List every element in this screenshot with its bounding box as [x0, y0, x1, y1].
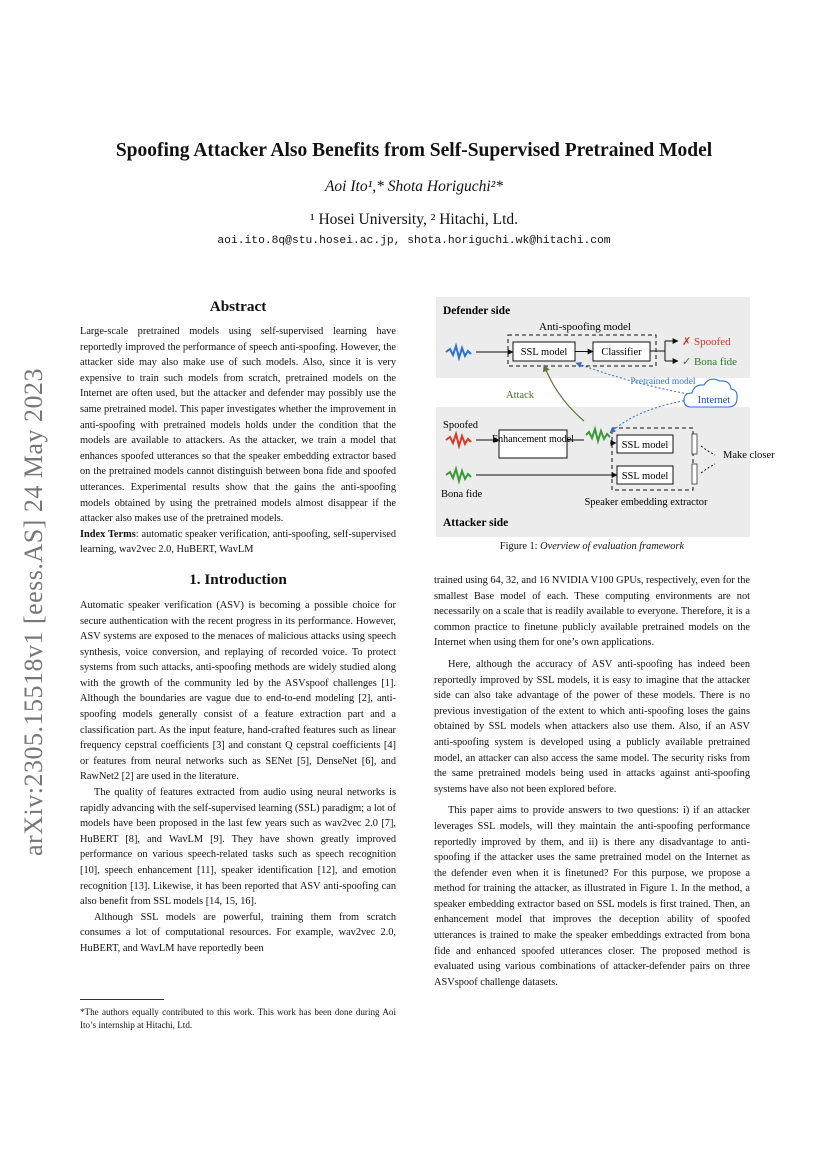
intro-paragraph-3: Although SSL models are powerful, training them from scratch consumes a lot of computational resources. For example, wav2vec 2.0, HuBERT, and WavLM have reportedly been — [80, 911, 396, 954]
index-terms-text: : automatic speaker verification, anti-spoofing, self-supervised learning, wav2vec 2.0, HuBERT, WavLM — [80, 528, 397, 556]
attacker-side-label: Attacker side — [443, 517, 509, 529]
abstract-heading: Abstract — [209, 298, 267, 315]
affiliations: ¹ Hosei University, ² Hitachi, Ltd. — [309, 211, 519, 228]
figure-caption-text: Overview of evaluation framework — [540, 541, 685, 552]
spoofed-input-label: Spoofed — [443, 420, 478, 431]
defender-side-label: Defender side — [443, 305, 511, 317]
make-closer-label: Make closer — [723, 450, 775, 461]
framework-diagram — [436, 297, 775, 537]
index-terms-label: Index Terms — [80, 528, 136, 540]
emails: aoi.ito.8q@stu.hosei.ac.jp, shota.horiguchi.wk@hitachi.com — [217, 235, 611, 247]
right-paragraph-3: This paper aims to provide answers to two questions: i) if an attacker leverages SSL models, will they maintain the anti-spoofing performance reportedly improved by them, and ii) is there any disadvantage to anti-spoofing if the attacker uses the same pretrained model on the Internet as the defender even when it is finetuned? For this purpose, we propose a method for training the attacker, as illustrated in Figure 1. In the method, a speaker embedding extractor based on SSL models is first trained. Then, an enhancement model that improves the deception ability of spoofed utterances is trained to make the speaker embeddings extracted from bona fide and enhanced spoofed utterances closer. The proposed method is evaluated using various combinations of attacker-defender pairs on three ASVspoof challenge datasets. — [434, 805, 750, 988]
intro-heading: 1. Introduction — [189, 570, 287, 588]
enhancement-label — [492, 434, 574, 445]
speaker-embedding-label: Speaker embedding extractor — [584, 497, 708, 508]
right-paragraph-1: trained using 64, 32, and 16 NVIDIA V100 GPUs, respectively, even for the smallest Base model of each. These computing environments are not necessarily on a scale that is readily available to everyone. Therefore, it is a common practice to finetune publicly available pretrained models on the Internet when using them for one’s own applications. — [434, 575, 750, 649]
attacker-ssl-label-1: SSL model — [621, 440, 669, 451]
classifier-label: Classifier — [601, 347, 642, 358]
enhancement-label-text: Enhancement model — [492, 434, 574, 445]
anti-spoofing-model-label: Anti-spoofing model — [539, 321, 631, 333]
abstract-text: Large-scale pretrained models using self-supervised learning have reportedly improved the performance of speech anti-spoofing. However, the attacker side may also make use of such models. Also, since it is very expensive to train such models from scratch, pretrained models on the Internet are often used, but the attacker and defender may possibly use the same pretrained model. This paper investigates whether the improvement in anti-spoofing with pretrained models holds under the condition that the models are available to attackers. As the attacker, we train a model that enhances spoofed utterances so that the speaker embedding extractor based on the pretrained models cannot distinguish between bona fide and spoofed utterances. Experimental results show that the gains the anti-spoofing models obtained by using the pretrained models almost disappear if the attacker also makes use of the pretrained models. — [80, 326, 396, 525]
footnote-rule — [80, 999, 164, 1000]
attack-label: Attack — [506, 390, 534, 401]
figure-caption-prefix: Figure 1: — [499, 541, 541, 552]
paper-title: Spoofing Attacker Also Benefits from Self-Supervised Pretrained Model — [115, 140, 713, 161]
footnote: *The authors equally contributed to this work. This work has been done during Aoi Ito’s internship at Hitachi, Ltd. — [80, 1007, 396, 1030]
right-column — [434, 573, 750, 990]
authors: Aoi Ito¹,* Shota Horiguchi²* — [324, 178, 504, 195]
left-column — [80, 298, 396, 957]
index-terms — [80, 527, 396, 558]
arxiv-stamp: arXiv:2305.15518v1 [eess.AS] 24 May 2023 — [19, 368, 48, 856]
intro-paragraph-1: Automatic speaker verification (ASV) is becoming a possible choice for secure authentication with the recent progress in its performance. However, ASV systems are exposed to the menaces of malicious attacks using speech synthesis, voice conversion, and replaying of recorded voice. To protect systems from such attacks, anti-spoofing methods are widely studied along with the growth of the community led by the ASVspoof challenges [1]. Although the boundaries are vague due to end-to-end modeling [2], anti-spoofing models generally consist of a feature extraction part and a classification part. As the input feature, hand-crafted features such as linear frequency cepstral coefficients [3] and constant Q cepstral coefficients [4] or features from neural networks such as SENet [5], DenseNet [6], and RawNet2 [2] are used in the literature. — [80, 599, 396, 783]
defender-ssl-label: SSL model — [520, 347, 568, 358]
attacker-ssl-label-2: SSL model — [621, 471, 669, 482]
internet-label: Internet — [697, 395, 731, 406]
bona-fide-output: ✓ Bona fide — [682, 356, 738, 368]
pretrained-model-label: Pretrained model — [630, 377, 696, 387]
right-paragraph-2: Here, although the accuracy of ASV anti-spoofing has indeed been reportedly improved by SSL models, it is easy to imagine that the attacker side can also take advantage of the power of these models. There is no previous investigation of the extent to which anti-spoofing loses the gains obtained by SSL models when attackers also use them. Also, if an ASV anti-spoofing system is developed using a publicly available pretrained model, an attacker can also access the same model. The security risks from the same pretrained models being used in attacks against anti-spoofing systems have also not been explored before. — [434, 658, 750, 795]
spoofed-output: ✗ Spoofed — [682, 336, 731, 348]
intro-paragraph-2: The quality of features extracted from audio using neural networks is rapidly advancing with the self-supervised learning (SSL) paradigm; a lot of models have been proposed in the last few years such as wav2vec 2.0 [7], HuBERT [8], and WavLM [9]. They have shown greatly improved performance on various speech-related tasks such as speech recognition [10], speech enhancement [11], speaker identification [12], and emotion recognition [13]. Likewise, it has been reported that ASV anti-spoofing can also benefit from SSL models [14, 15, 16]. — [80, 787, 396, 908]
bona-fide-input-label: Bona fide — [441, 489, 483, 500]
figure-caption — [434, 541, 750, 552]
figure-1 — [436, 297, 775, 537]
